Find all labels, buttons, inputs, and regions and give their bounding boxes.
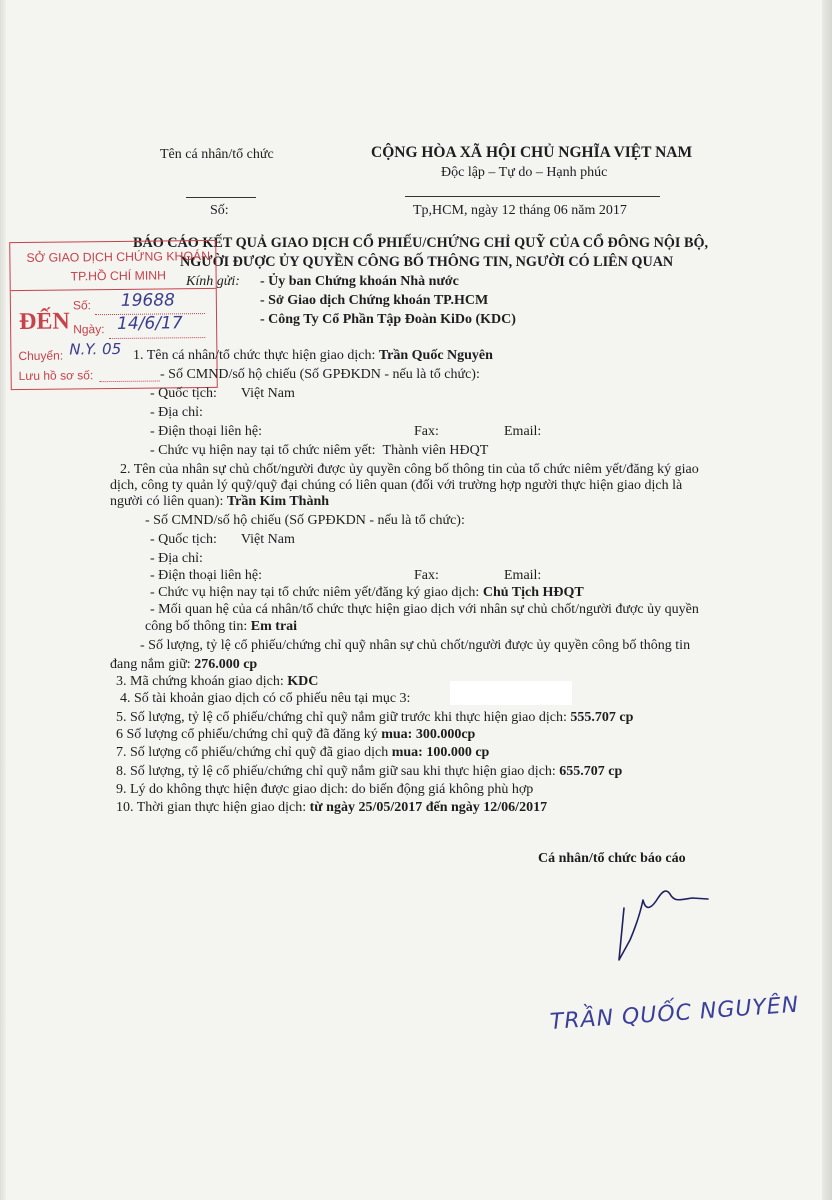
item-8-value: 655.707 cp [559, 764, 623, 779]
s1-chucvu [150, 442, 488, 459]
s2-moiquanhe-value: Em trai [250, 619, 298, 634]
item-3-value: KDC [287, 674, 319, 689]
s2-moiquanhe-2 [145, 618, 297, 635]
stamp-line-2: TP.HỒ CHÍ MINH [70, 268, 167, 284]
item-7 [116, 744, 489, 761]
stamp-den: ĐẾN [18, 308, 70, 335]
recipient-1: - Ủy ban Chứng khoán Nhà nước [260, 274, 459, 289]
s1-email: Email: [504, 424, 542, 439]
signature-mark [600, 868, 720, 968]
stamp-ngay-value: 14/6/17 [116, 313, 183, 334]
signature-caption: Cá nhân/tổ chức báo cáo [538, 851, 686, 866]
item-8-label: 8. Số lượng, tỷ lệ cổ phiếu/chứng chỉ quỹ nắm giữ sau khi thực hiện giao dịch: [116, 764, 560, 779]
header-left-rule [186, 197, 256, 198]
scan-left-edge [0, 0, 6, 1200]
s2-line-3 [110, 493, 329, 510]
s2-soluong-1: - Số lượng, tỷ lệ cổ phiếu/chứng chỉ quỹ nhân sự chủ chốt/người được ủy quyền công bố thông tin [140, 638, 691, 653]
recipient-2: - Sở Giao dịch Chứng khoán TP.HCM [260, 293, 489, 308]
title-line-1: BÁO CÁO KẾT QUẢ GIAO DỊCH CỔ PHIẾU/CHỨNG CHỈ QUỸ CỦA CỔ ĐÔNG NỘI BỘ, [133, 235, 709, 251]
s2-moiquanhe-1: - Mối quan hệ của cá nhân/tổ chức thực hiện giao dịch với nhân sự chủ chốt/người được ủy quyền [150, 602, 699, 617]
s2-soluong-value: 276.000 cp [194, 657, 258, 672]
item-6-label: 6 Số lượng cổ phiếu/chứng chỉ quỹ đã đăng ký [116, 727, 382, 742]
stamp-ngay-dots [109, 337, 205, 339]
item-5-label: 5. Số lượng, tỷ lệ cổ phiếu/chứng chỉ quỹ nắm giữ trước khi thực hiện giao dịch: [116, 710, 571, 725]
title-line-2: NGƯỜI ĐƯỢC ỦY QUYỀN CÔNG BỐ THÔNG TIN, NGƯỜI CÓ LIÊN QUAN [180, 254, 674, 270]
item-7-label: 7. Số lượng cổ phiếu/chứng chỉ quỹ đã giao dịch [116, 745, 392, 760]
s1-item1-value: Trần Quốc Nguyên [378, 348, 493, 363]
item-4: 4. Số tài khoản giao dịch có cổ phiếu nêu tại mục 3: [120, 691, 411, 706]
header-motto: Độc lập – Tự do – Hạnh phúc [441, 165, 608, 180]
s2-email: Email: [504, 568, 542, 583]
item-5 [116, 709, 633, 726]
s2-chucvu [150, 584, 584, 601]
stamp-luu-dots [100, 381, 160, 383]
header-nation: CỘNG HÒA XÃ HỘI CHỦ NGHĨA VIỆT NAM [371, 144, 693, 161]
header-place-date: Tp,HCM, ngày 12 tháng 06 năm 2017 [413, 203, 627, 218]
s2-fax: Fax: [414, 568, 439, 583]
s2-quoctich-value: Việt Nam [240, 532, 295, 547]
stamp-chuyen-label: Chuyển: [18, 348, 64, 363]
s1-quoctich-label: - Quốc tịch: [150, 386, 217, 401]
item-8 [116, 763, 622, 780]
s2-quoctich [150, 531, 295, 548]
s2-moiquanhe-label: công bố thông tin: [145, 619, 251, 634]
s2-cmnd: - Số CMND/số hộ chiếu (Số GPĐKDN - nếu là tổ chức): [145, 513, 465, 528]
recipients-label: Kính gửi: [186, 274, 240, 289]
stamp-ngay-label: Ngày: [73, 322, 105, 337]
s1-chucvu-value: Thành viên HĐQT [382, 443, 489, 458]
stamp-line-1: SỞ GIAO DỊCH CHỨNG KHOÁN [26, 248, 211, 265]
item-9: 9. Lý do không thực hiện được giao dịch: do biến động giá không phù hợp [116, 782, 534, 797]
s1-diachi: - Địa chỉ: [150, 405, 203, 420]
s1-item1 [133, 347, 493, 364]
item-6 [116, 726, 475, 743]
s1-fax: Fax: [414, 424, 439, 439]
s2-diachi: - Địa chỉ: [150, 551, 203, 566]
item-10 [116, 799, 547, 816]
redacted-account-box [450, 681, 572, 705]
item-10-value: từ ngày 25/05/2017 đến ngày 12/06/2017 [309, 800, 548, 815]
s2-line-3-value: Trần Kim Thành [226, 494, 330, 509]
item-7-value: mua: 100.000 cp [391, 745, 490, 760]
item-3 [116, 673, 318, 690]
s1-quoctich [150, 385, 295, 402]
item-6-value: mua: 300.000cp [381, 727, 476, 742]
s1-quoctich-value: Việt Nam [240, 386, 295, 401]
s1-item1-label: 1. Tên cá nhân/tổ chức thực hiện giao dịch: [133, 348, 379, 363]
s2-soluong-label: đang nắm giữ: [110, 657, 195, 672]
header-left-label: Tên cá nhân/tổ chức [160, 147, 274, 162]
signature-handwritten-name: TRẦN QUỐC NGUYÊN [549, 992, 800, 1035]
header-so-label: Số: [210, 203, 229, 218]
s2-soluong-2 [110, 656, 257, 673]
item-3-label: 3. Mã chứng khoán giao dịch: [116, 674, 288, 689]
s1-cmnd: - Số CMND/số hộ chiếu (Số GPĐKDN - nếu là tổ chức): [160, 367, 480, 382]
s2-line-3-label: người có liên quan): [110, 494, 227, 509]
s2-chucvu-value: Chủ Tịch HĐQT [482, 585, 584, 600]
s2-quoctich-label: - Quốc tịch: [150, 532, 217, 547]
s2-line-1: 2. Tên của nhân sự chủ chốt/người được ủy quyền công bố thông tin của tổ chức niêm yết/đăng ký giao [120, 462, 699, 477]
s1-dienthoai: - Điện thoại liên hệ: [150, 424, 262, 439]
scan-right-edge [822, 0, 832, 1200]
stamp-so-value: 19688 [120, 290, 176, 311]
recipient-3: - Công Ty Cổ Phần Tập Đoàn KiDo (KDC) [260, 312, 516, 327]
stamp-rule [11, 288, 216, 291]
stamp-luu-label: Lưu hồ sơ số: [18, 368, 94, 383]
item-5-value: 555.707 cp [570, 710, 634, 725]
item-10-label: 10. Thời gian thực hiện giao dịch: [116, 800, 310, 815]
header-right-rule [405, 196, 660, 197]
s2-dienthoai: - Điện thoại liên hệ: [150, 568, 262, 583]
stamp-chuyen-value: N.Y. 05 [69, 339, 122, 359]
s2-line-2: dịch, công ty quản lý quỹ/quỹ đại chúng có liên quan (đối với trường hợp người thực hiện giao dịch là [110, 478, 683, 493]
s1-chucvu-label: - Chức vụ hiện nay tại tổ chức niêm yết: [150, 443, 376, 458]
stamp-so-label: Số: [72, 298, 91, 313]
s2-chucvu-label: - Chức vụ hiện nay tại tổ chức niêm yết/đăng ký giao dịch: [150, 585, 483, 600]
